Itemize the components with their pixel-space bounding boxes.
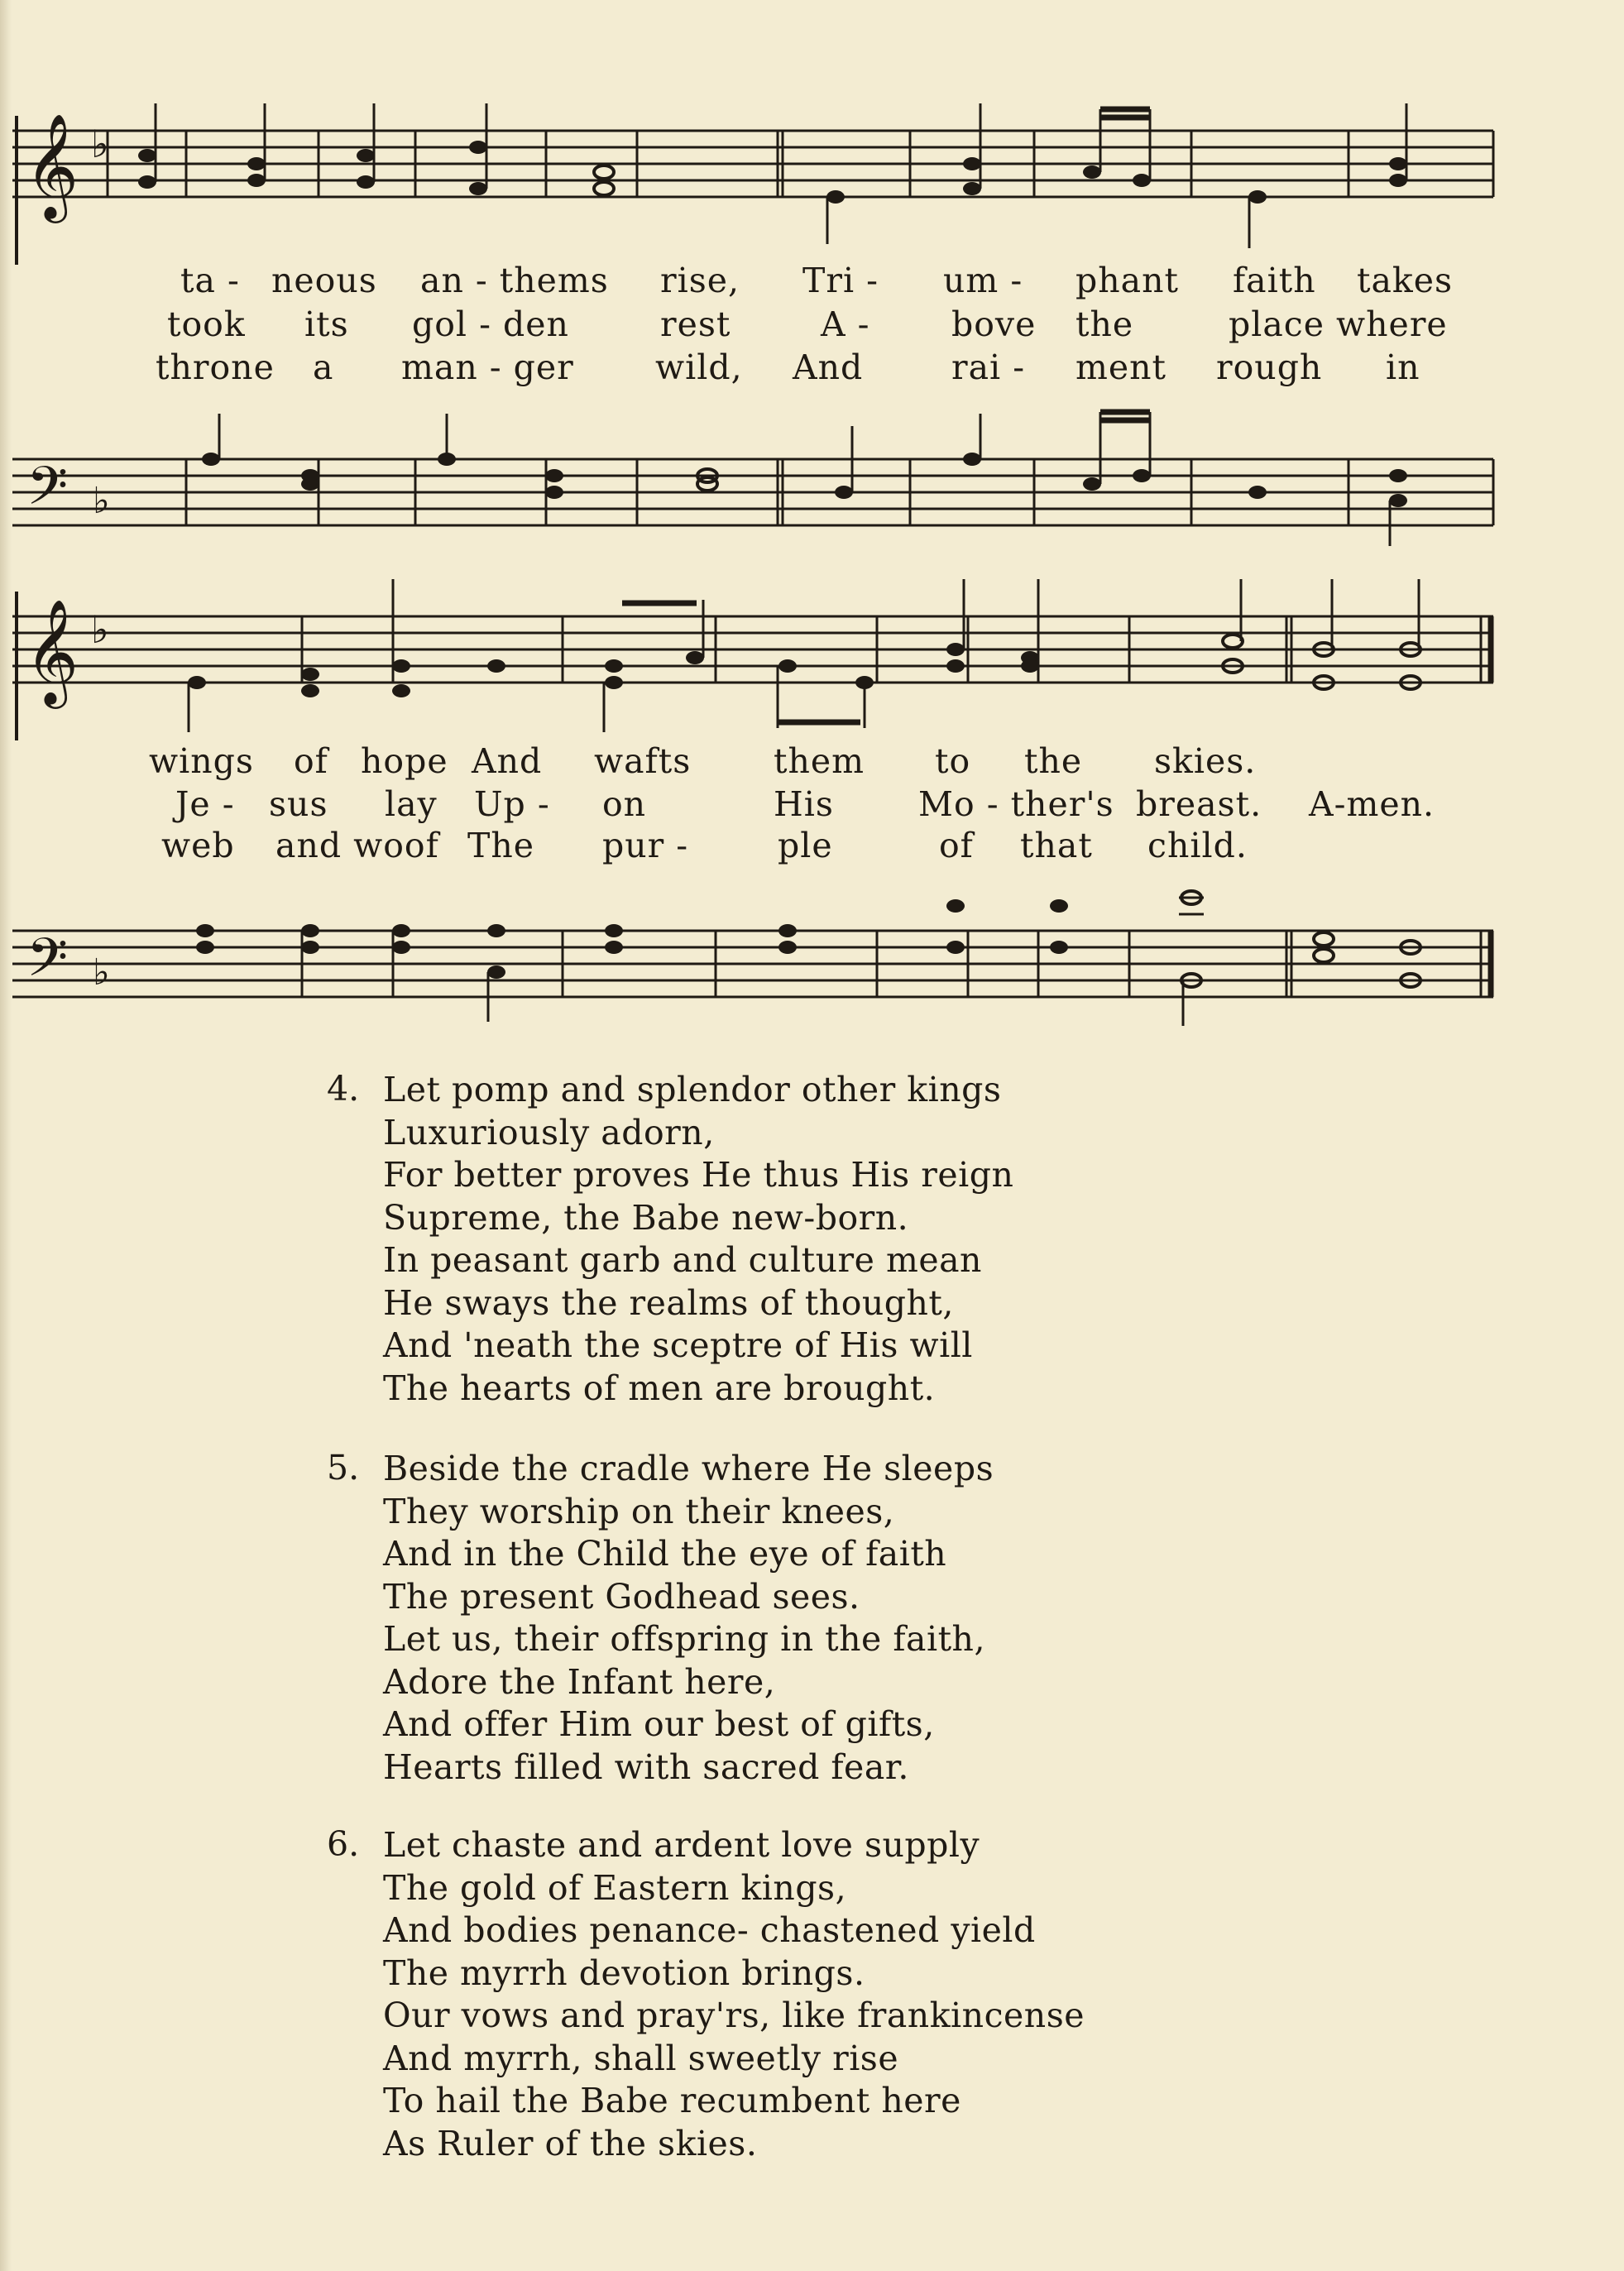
stanza-number: 5. bbox=[327, 1448, 360, 1488]
lyric-s1-v3-6: rai - bbox=[951, 347, 1026, 387]
lyric-s2-v1-9: skies. bbox=[1154, 741, 1257, 781]
lyric-s1-v3-3: man - ger bbox=[401, 347, 574, 387]
lyric-s1-v1-1: ta - bbox=[180, 261, 240, 300]
lyric-s1-v3-1: throne bbox=[156, 347, 275, 387]
treble-staff-system-1 bbox=[0, 99, 1624, 265]
stanza-line: The myrrh devotion brings. bbox=[383, 1952, 865, 1993]
stanza-line: Let pomp and splendor other kings bbox=[383, 1070, 1002, 1109]
lyric-s1-v1-2: neous bbox=[271, 261, 377, 300]
svg-text:𝄞: 𝄞 bbox=[25, 113, 79, 218]
lyric-s1-v1-5: Tri - bbox=[802, 261, 879, 300]
svg-text:♭: ♭ bbox=[93, 480, 110, 522]
lyric-s2-v1-7: to bbox=[935, 741, 971, 781]
lyric-s1-v2-3: gol - den bbox=[412, 304, 569, 344]
lyric-s2-v1-1: wings bbox=[149, 741, 254, 781]
lyric-s1-v3-8: rough bbox=[1216, 347, 1323, 387]
lyric-s2-v2-8: breast. bbox=[1136, 784, 1262, 824]
lyric-s1-v3-5: And bbox=[793, 347, 864, 387]
stanza-number: 6. bbox=[327, 1824, 360, 1864]
bass-staff-system-2 bbox=[0, 865, 1624, 1030]
lyric-s1-v2-8: place where bbox=[1229, 304, 1448, 344]
stanza-line: And 'neath the sceptre of His will bbox=[383, 1325, 973, 1365]
stanza-line: And bodies penance- chastened yield bbox=[383, 1910, 1036, 1950]
stanza-line: As Ruler of the skies. bbox=[383, 2123, 758, 2163]
lyric-s2-v1-2: of bbox=[294, 741, 328, 781]
lyric-s2-v1-3: hope bbox=[361, 741, 448, 781]
lyric-s1-v2-1: took bbox=[167, 304, 246, 344]
stanza-number: 4. bbox=[327, 1069, 360, 1109]
stanza-line: And myrrh, shall sweetly rise bbox=[383, 2038, 899, 2078]
lyric-s2-v1-5: wafts bbox=[594, 741, 692, 781]
lyric-s2-v3-7: that bbox=[1020, 826, 1093, 865]
lyric-s2-v1-8: the bbox=[1024, 741, 1083, 781]
lyric-s1-v1-9: takes bbox=[1357, 261, 1454, 300]
lyric-s1-v3-9: in bbox=[1386, 347, 1420, 387]
lyric-s1-v2-6: bove bbox=[951, 304, 1037, 344]
lyric-s2-v2-3: lay bbox=[385, 784, 438, 824]
lyric-s2-v3-8: child. bbox=[1147, 826, 1248, 865]
lyric-s1-v1-8: faith bbox=[1233, 261, 1316, 300]
stanza-line: And in the Child the eye of faith bbox=[383, 1534, 947, 1574]
stanza-line: And offer Him our best of gifts, bbox=[383, 1704, 935, 1744]
lyric-s1-v2-7: the bbox=[1075, 304, 1134, 344]
svg-text:♭: ♭ bbox=[93, 951, 110, 994]
svg-text:♭: ♭ bbox=[91, 122, 109, 166]
lyric-s2-v3-4: pur - bbox=[602, 826, 689, 865]
lyric-s1-v1-6: um - bbox=[943, 261, 1023, 300]
lyric-s2-v3-2: and woof bbox=[275, 826, 439, 865]
lyric-s2-v1-6: them bbox=[774, 741, 865, 781]
stanza-line: To hail the Babe recumbent here bbox=[383, 2081, 961, 2120]
stanza-line: The present Godhead sees. bbox=[383, 1576, 860, 1617]
treble-staff-system-2 bbox=[0, 575, 1624, 740]
stanza-line: Luxuriously adorn, bbox=[383, 1112, 715, 1152]
lyric-s2-v3-1: web bbox=[161, 826, 235, 865]
lyric-s1-v1-7: phant bbox=[1075, 261, 1179, 300]
bass-staff-system-1 bbox=[0, 389, 1624, 554]
stanza-line: Hearts filled with sacred fear. bbox=[383, 1746, 909, 1787]
lyric-s2-v2-6: His bbox=[774, 784, 834, 824]
lyric-s1-v3-7: ment bbox=[1075, 347, 1167, 387]
lyric-s1-v1-4: rise, bbox=[660, 261, 740, 300]
lyric-s2-v2-2: sus bbox=[269, 784, 328, 824]
stanza-line: Let chaste and ardent love supply bbox=[383, 1825, 980, 1865]
stanza-line: Our vows and pray'rs, like frankincense bbox=[383, 1996, 1085, 2035]
lyric-s2-v3-3: The bbox=[467, 826, 535, 865]
stanza-line: Adore the Infant here, bbox=[383, 1661, 776, 1702]
stanza-line: The gold of Eastern kings, bbox=[383, 1867, 847, 1908]
lyric-s1-v2-5: A - bbox=[821, 304, 870, 344]
lyric-s2-v1-4: And bbox=[472, 741, 543, 781]
lyric-s1-v2-4: rest bbox=[660, 304, 731, 344]
lyric-s1-v1-3: an - thems bbox=[420, 261, 609, 300]
stanza-line: Supreme, the Babe new-born. bbox=[383, 1197, 909, 1238]
lyric-s2-v2-7: Mo - ther's bbox=[918, 784, 1114, 824]
lyric-s2-v2-1: Je - bbox=[175, 784, 235, 824]
stanza-line: Beside the cradle where He sleeps bbox=[383, 1449, 994, 1488]
lyric-s1-v3-4: wild, bbox=[655, 347, 743, 387]
svg-text:𝄞: 𝄞 bbox=[25, 598, 79, 704]
stanza-line: He sways the realms of thought, bbox=[383, 1282, 954, 1323]
svg-text:𝄢: 𝄢 bbox=[26, 927, 69, 1002]
svg-text:𝄢: 𝄢 bbox=[26, 456, 69, 530]
lyric-s2-v2-9: A-men. bbox=[1309, 784, 1435, 824]
stanza-line: For better proves He thus His reign bbox=[383, 1155, 1014, 1195]
stanza-line: Let us, their offspring in the faith, bbox=[383, 1619, 985, 1659]
lyric-s1-v3-2: a bbox=[313, 347, 334, 387]
stanza-line: In peasant garb and culture mean bbox=[383, 1240, 982, 1280]
svg-text:♭: ♭ bbox=[91, 607, 109, 652]
lyric-s2-v2-4: Up - bbox=[474, 784, 550, 824]
lyric-s2-v3-5: ple bbox=[778, 826, 833, 865]
lyric-s2-v3-6: of bbox=[939, 826, 974, 865]
stanza-line: The hearts of men are brought. bbox=[383, 1368, 936, 1408]
stanza-line: They worship on their knees, bbox=[383, 1491, 895, 1531]
lyric-s1-v2-2: its bbox=[304, 304, 349, 344]
lyric-s2-v2-5: on bbox=[602, 784, 647, 824]
